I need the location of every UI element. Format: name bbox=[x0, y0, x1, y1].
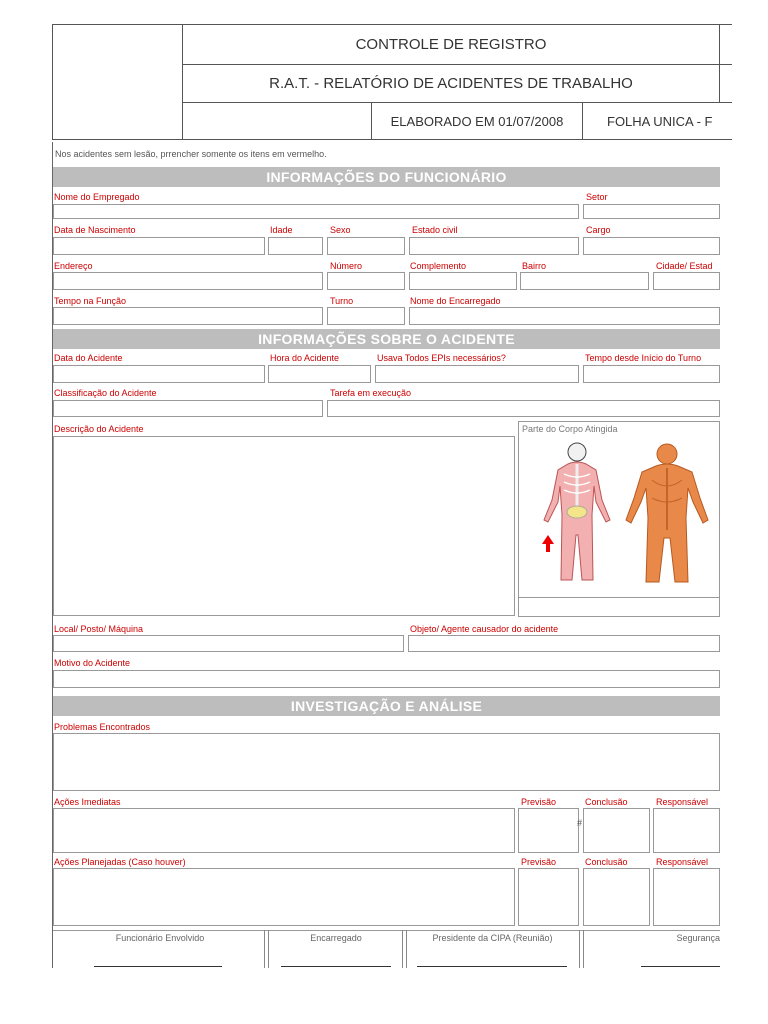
field-estado-civil[interactable] bbox=[409, 237, 579, 255]
label-data-acidente: Data do Acidente bbox=[54, 353, 123, 363]
label-sexo: Sexo bbox=[330, 225, 351, 235]
signature-divider-5 bbox=[579, 930, 580, 968]
label-classificacao: Classificação do Acidente bbox=[54, 388, 157, 398]
field-tarefa-execucao[interactable] bbox=[327, 400, 720, 417]
section-investigacao-title: INVESTIGAÇÃO E ANÁLISE bbox=[53, 696, 720, 716]
label-endereco: Endereço bbox=[54, 261, 93, 271]
field-acoes-imediatas[interactable] bbox=[53, 808, 515, 853]
signature-label-seguranca: Segurança bbox=[676, 933, 720, 943]
form-subtitle: R.A.T. - RELATÓRIO DE ACIDENTES DE TRABALHO bbox=[269, 75, 633, 92]
label-numero: Número bbox=[330, 261, 363, 271]
field-complemento[interactable] bbox=[409, 272, 517, 290]
signature-label-funcionario: Funcionário Envolvido bbox=[115, 933, 205, 943]
label-data-nascimento: Data de Nascimento bbox=[54, 225, 136, 235]
signature-line-encarregado[interactable] bbox=[281, 966, 391, 967]
label-turno: Turno bbox=[330, 296, 354, 306]
red-arrow-icon bbox=[542, 535, 554, 552]
label-responsavel-2: Responsável bbox=[656, 857, 709, 867]
signature-divider-4 bbox=[406, 930, 407, 968]
field-acoes-planejadas[interactable] bbox=[53, 868, 515, 926]
label-idade: Idade bbox=[270, 225, 293, 235]
field-endereco[interactable] bbox=[53, 272, 323, 290]
instruction-note: Nos acidentes sem lesão, prrencher somente os itens em vermelho. bbox=[55, 149, 327, 159]
field-tempo-inicio-turno[interactable] bbox=[583, 365, 720, 383]
elaborado-date: ELABORADO EM 01/07/2008 bbox=[390, 114, 564, 129]
field-cargo[interactable] bbox=[583, 237, 720, 255]
label-previsao-1: Previsão bbox=[521, 797, 557, 807]
field-idade[interactable] bbox=[268, 237, 323, 255]
label-hora-acidente: Hora do Acidente bbox=[270, 353, 340, 363]
field-cidade-estado[interactable] bbox=[653, 272, 720, 290]
field-usava-epis[interactable] bbox=[375, 365, 579, 383]
signature-divider-3 bbox=[402, 930, 403, 968]
label-usava-epis: Usava Todos EPIs necessários? bbox=[377, 353, 506, 363]
front-body-figure bbox=[544, 443, 610, 580]
field-data-acidente[interactable] bbox=[53, 365, 265, 383]
field-bairro[interactable] bbox=[520, 272, 649, 290]
label-nome-empregado: Nome do Empregado bbox=[54, 192, 140, 202]
signature-line-funcionario[interactable] bbox=[94, 966, 222, 967]
label-nome-encarregado: Nome do Encarregado bbox=[410, 296, 501, 306]
body-part-field-line bbox=[519, 597, 720, 598]
field-data-nascimento[interactable] bbox=[53, 237, 265, 255]
label-parte-corpo: Parte do Corpo Atingida bbox=[522, 424, 618, 434]
label-setor: Setor bbox=[586, 192, 608, 202]
label-local-posto-maquina: Local/ Posto/ Máquina bbox=[54, 624, 144, 634]
signature-top-border bbox=[53, 930, 720, 931]
label-conclusao-2: Conclusão bbox=[585, 857, 628, 867]
field-descricao[interactable] bbox=[53, 436, 515, 616]
label-acoes-planejadas: Ações Planejadas (Caso houver) bbox=[54, 857, 186, 867]
signature-line-seguranca[interactable] bbox=[641, 966, 720, 967]
field-nome-encarregado[interactable] bbox=[409, 307, 720, 325]
back-body-figure bbox=[626, 444, 708, 582]
field-responsavel-2[interactable] bbox=[653, 868, 720, 926]
label-tempo-funcao: Tempo na Função bbox=[54, 296, 127, 306]
section-funcionario-title: INFORMAÇÕES DO FUNCIONÁRIO bbox=[53, 167, 720, 187]
label-tarefa-execucao: Tarefa em execução bbox=[330, 388, 412, 398]
signature-divider-2 bbox=[268, 930, 269, 968]
hash-mark: # bbox=[577, 818, 583, 828]
field-nome-empregado[interactable] bbox=[53, 204, 579, 219]
field-setor[interactable] bbox=[583, 204, 720, 219]
field-previsao-2[interactable] bbox=[518, 868, 579, 926]
field-hora-acidente[interactable] bbox=[268, 365, 371, 383]
label-previsao-2: Previsão bbox=[521, 857, 557, 867]
label-problemas: Problemas Encontrados bbox=[54, 722, 151, 732]
field-previsao-1[interactable] bbox=[518, 808, 579, 853]
label-cargo: Cargo bbox=[586, 225, 611, 235]
signature-divider-6 bbox=[583, 930, 584, 968]
field-classificacao[interactable] bbox=[53, 400, 323, 417]
label-motivo: Motivo do Acidente bbox=[54, 658, 131, 668]
field-motivo[interactable] bbox=[53, 670, 720, 688]
label-objeto-agente: Objeto/ Agente causador do acidente bbox=[410, 624, 559, 634]
field-responsavel-1[interactable] bbox=[653, 808, 720, 853]
field-conclusao-1[interactable] bbox=[583, 808, 650, 853]
signature-label-encarregado: Encarregado bbox=[310, 933, 362, 943]
field-tempo-funcao[interactable] bbox=[53, 307, 323, 325]
signature-divider-1 bbox=[264, 930, 265, 968]
body-diagram[interactable] bbox=[530, 440, 720, 590]
folha-info: FOLHA UNICA - F bbox=[607, 114, 713, 129]
label-conclusao-1: Conclusão bbox=[585, 797, 628, 807]
form-title: CONTROLE DE REGISTRO bbox=[355, 36, 547, 53]
header-right-border bbox=[719, 24, 720, 102]
signature-label-presidente-cipa: Presidente da CIPA (Reunião) bbox=[432, 933, 553, 943]
signature-line-presidente-cipa[interactable] bbox=[417, 966, 567, 967]
field-objeto-agente[interactable] bbox=[408, 635, 720, 652]
label-cidade-estado: Cidade/ Estad bbox=[656, 261, 713, 271]
label-complemento: Complemento bbox=[410, 261, 467, 271]
field-numero[interactable] bbox=[327, 272, 405, 290]
label-estado-civil: Estado civil bbox=[412, 225, 458, 235]
label-acoes-imediatas: Ações Imediatas bbox=[54, 797, 121, 807]
field-conclusao-2[interactable] bbox=[583, 868, 650, 926]
field-problemas[interactable] bbox=[53, 733, 720, 791]
label-descricao: Descrição do Acidente bbox=[54, 424, 144, 434]
label-responsavel-1: Responsável bbox=[656, 797, 709, 807]
field-local-posto-maquina[interactable] bbox=[53, 635, 404, 652]
field-sexo[interactable] bbox=[327, 237, 405, 255]
field-turno[interactable] bbox=[327, 307, 405, 325]
section-acidente-title: INFORMAÇÕES SOBRE O ACIDENTE bbox=[53, 329, 720, 349]
label-bairro: Bairro bbox=[522, 261, 547, 271]
label-tempo-inicio-turno: Tempo desde Início do Turno bbox=[585, 353, 702, 363]
